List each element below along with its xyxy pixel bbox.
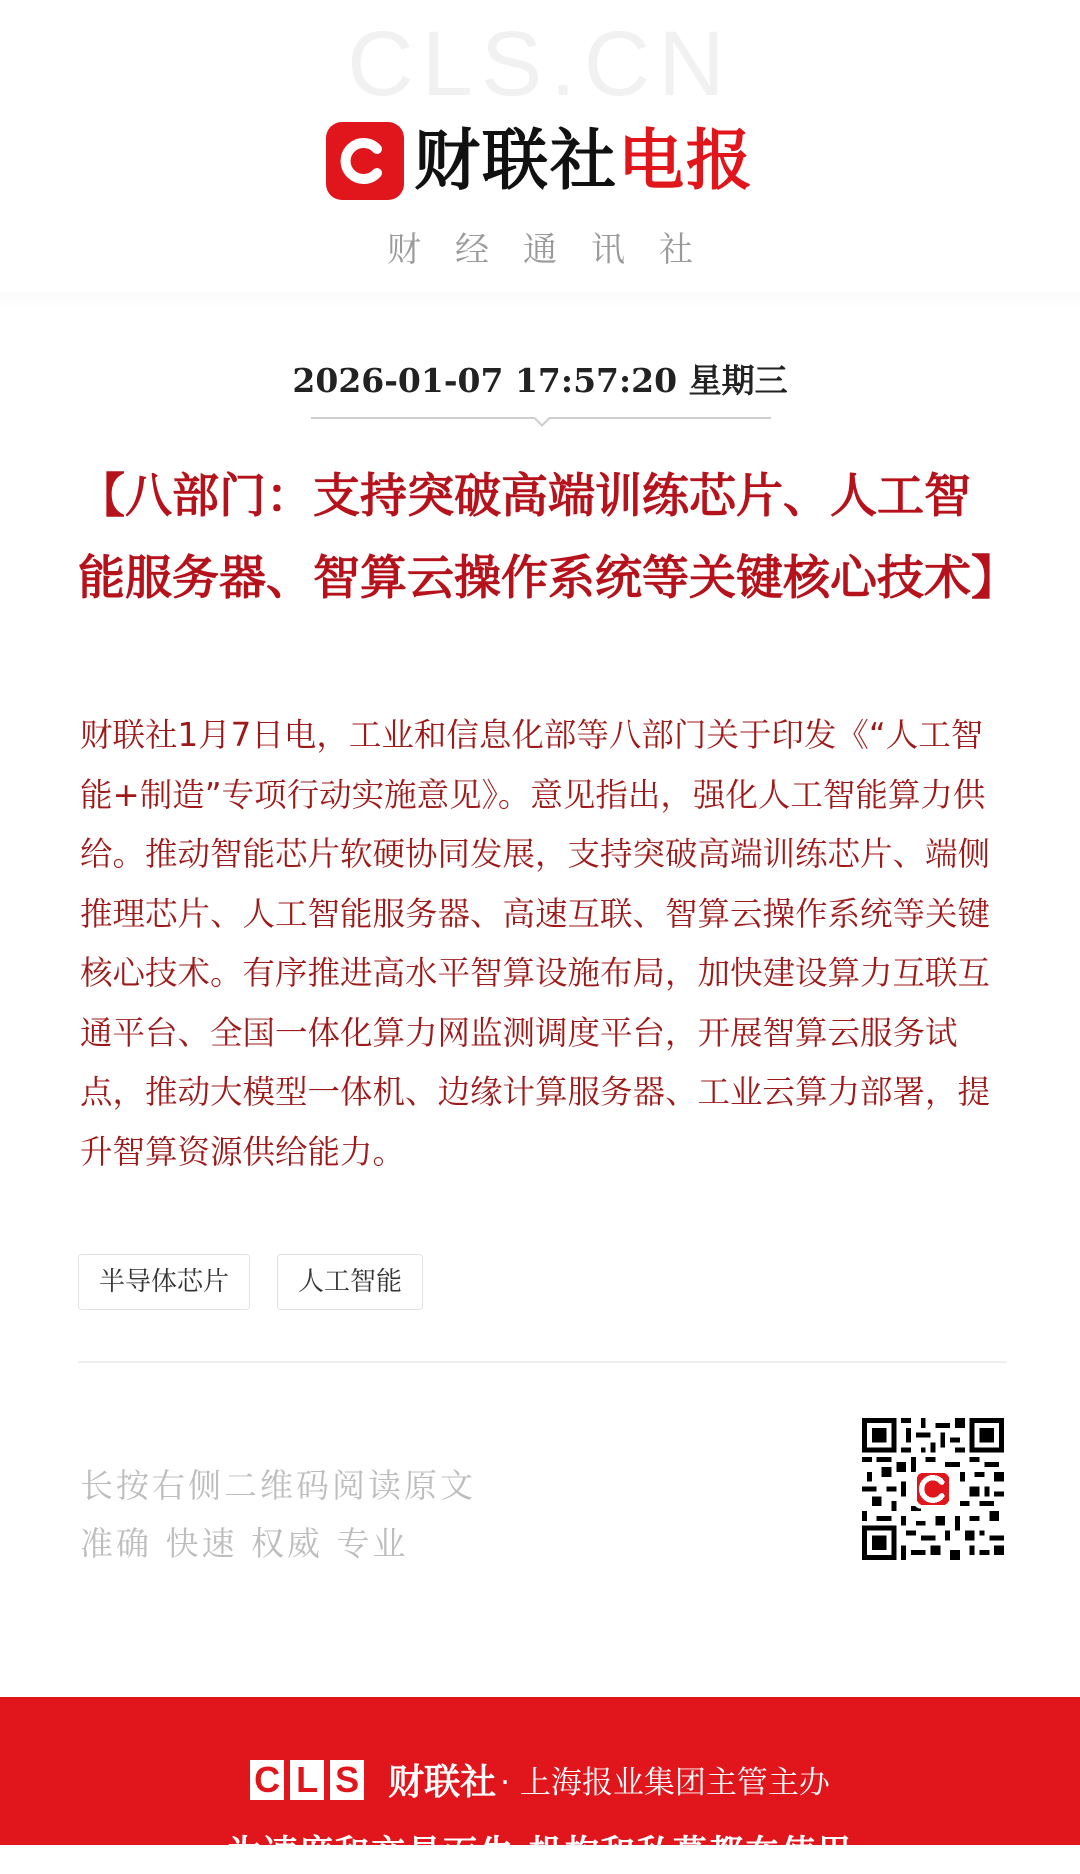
cls-letter-c: C	[250, 1760, 284, 1800]
cls-letter-s: S	[330, 1760, 364, 1800]
footer-banner	[0, 1697, 1080, 1873]
cls-c-logo-icon	[326, 122, 404, 200]
footer-brand: 财联社	[388, 1762, 497, 1803]
brand-name-telegraph: 电报	[618, 122, 754, 199]
cls-watermark: CLS.CN	[347, 13, 733, 115]
tag-ai[interactable]: 人工智能	[277, 1254, 423, 1310]
article-title: 【八部门：支持突破高端训练芯片、人工智能服务器、智算云操作系统等关键核心技术】	[78, 469, 1018, 606]
footer-organizer: · 上海报业集团主管主办	[500, 1765, 830, 1801]
section-divider	[78, 1361, 1006, 1363]
article-body: 财联社1月7日电，工业和信息化部等八部门关于印发《“人工智能+制造”专项行动实施意见》。意见指出，强化人工智能算力供给。推动智能芯片软硬协同发展，支持突破高端训练芯片、端侧推理芯片、人工智能服务器、高速互联、智算云操作系统等关键核心技术。有序推进高水平智算设施布局，加快建设算力互联互通平台、全国一体化算力网监测调度平台，开展智算云服务试点，推动大模型一体机、边缘计算服务器、工业云算力部署，提升智算资源供给能力。	[80, 716, 991, 1171]
brand-subtitle: 财经通讯社	[387, 230, 727, 270]
tag-semiconductor[interactable]: 半导体芯片	[78, 1254, 250, 1310]
cls-letter-l: L	[290, 1760, 324, 1800]
brand-logo	[0, 122, 1080, 200]
header-divider	[0, 292, 1080, 308]
qr-prompt: 长按右侧二维码阅读原文	[80, 1466, 476, 1505]
qr-slogan: 准确 快速 权威 专业	[80, 1524, 409, 1563]
brand-name: 财联社	[414, 122, 618, 199]
publish-datetime: 2026-01-07 17:57:20 星期三	[292, 361, 788, 400]
tag-list	[78, 1254, 450, 1310]
qr-code[interactable]	[862, 1418, 1004, 1560]
footer-slogan: 为速度和交易而生 机构和私募都在使用	[227, 1833, 853, 1873]
